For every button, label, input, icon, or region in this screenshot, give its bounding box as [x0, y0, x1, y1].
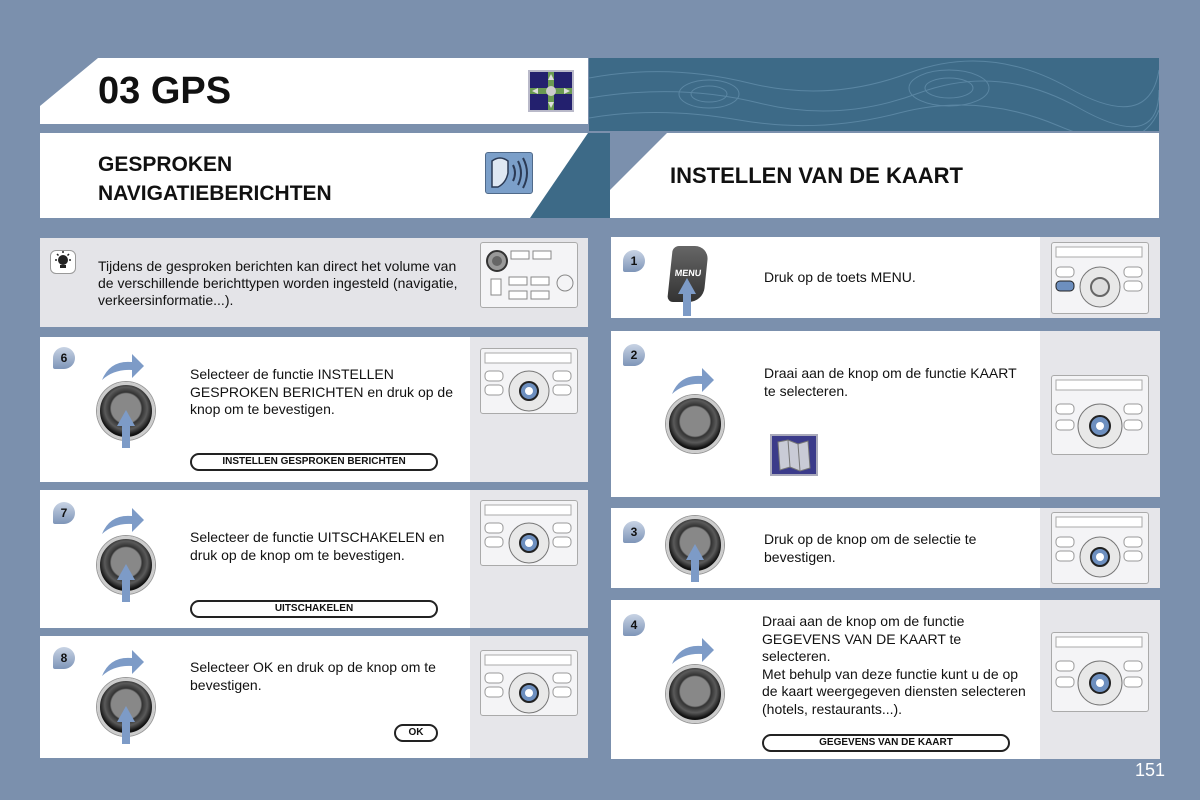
voice-speaking-icon: [485, 152, 533, 194]
step-number-3: 3: [623, 521, 645, 543]
header-gap: [588, 133, 610, 218]
press-arrow-icon: [117, 564, 135, 580]
press-arrow-stem: [122, 580, 130, 602]
rotate-arrow-icon: [670, 636, 716, 666]
step-1-text: Druk op de toets MENU.: [764, 269, 916, 285]
right-section-title: INSTELLEN VAN DE KAART: [670, 163, 963, 188]
rotate-arrow-icon: [100, 506, 146, 536]
menu-option-pill: UITSCHAKELEN: [190, 600, 438, 618]
control-knob: [666, 395, 724, 453]
press-arrow-stem: [691, 560, 699, 582]
step-4-text-line1: Draai aan de knop om de functie GEGEVENS VAN DE KAART te selecteren.: [762, 613, 965, 664]
rotate-arrow-icon: [100, 648, 146, 678]
folded-map-icon: [770, 434, 818, 476]
step-6-text: Selecteer de functie INSTELLEN GESPROKEN BERICHTEN en druk op de knop om te bevestigen.: [190, 366, 453, 417]
step-number-7: 7: [53, 502, 75, 524]
map-banner: [589, 58, 1159, 131]
press-arrow-icon: [117, 410, 135, 426]
left-section-title-line1: GESPROKEN: [98, 153, 233, 176]
gps-map-icon: [528, 70, 574, 112]
press-arrow-stem: [122, 426, 130, 448]
rotate-arrow-icon: [670, 366, 716, 396]
step-8-text: Selecteer OK en druk op de knop om te bevestigen.: [190, 659, 436, 693]
step-number-8: 8: [53, 647, 75, 669]
page-title: 03 GPS: [98, 70, 232, 112]
left-section-title-line2: NAVIGATIEBERICHTEN: [98, 182, 332, 205]
nav-panel-icon: [1051, 632, 1149, 712]
nav-panel-icon: [1051, 242, 1149, 314]
step-7-text: Selecteer de functie UITSCHAKELEN en druk op de knop om te bevestigen.: [190, 529, 445, 563]
step-number-6: 6: [53, 347, 75, 369]
press-arrow-icon: [117, 706, 135, 722]
step-number-2: 2: [623, 344, 645, 366]
nav-panel-icon: [480, 500, 578, 566]
nav-panel-icon: [480, 650, 578, 716]
press-arrow-icon: [678, 278, 696, 294]
ok-pill: OK: [394, 724, 438, 742]
nav-panel-icon: [1051, 375, 1149, 455]
audio-panel-icon: [480, 242, 578, 308]
lightbulb-icon: [50, 250, 76, 274]
step-number-1: 1: [623, 250, 645, 272]
press-arrow-icon: [686, 544, 704, 560]
step-4-text-line2: Met behulp van deze functie kunt u de op de kaart weergegeven diensten selecteren (hotels, restaurants...).: [762, 665, 1026, 717]
control-knob: [666, 665, 724, 723]
press-arrow-stem: [683, 294, 691, 316]
rotate-arrow-icon: [100, 352, 146, 382]
menu-button-label: MENU: [674, 268, 702, 278]
page-number: 151: [1135, 760, 1166, 780]
menu-option-pill: INSTELLEN GESPROKEN BERICHTEN: [190, 453, 438, 471]
step-4-text: [762, 613, 1032, 718]
menu-option-pill: GEGEVENS VAN DE KAART: [762, 734, 1010, 752]
nav-panel-icon: [1051, 512, 1149, 584]
step-2-text: Draai aan de knop om de functie KAART te selecteren.: [764, 365, 1017, 399]
left-section-title: [98, 150, 332, 208]
press-arrow-stem: [122, 722, 130, 744]
step-3-text: Druk op de knop om de selectie te bevestigen.: [764, 531, 977, 565]
nav-panel-icon: [480, 348, 578, 414]
tip-text: Tijdens de gesproken berichten kan direct het volume van de verschillende berichttypen worden ingesteld (navigatie, verkeersinformatie...).: [98, 258, 458, 308]
step-number-4: 4: [623, 614, 645, 636]
